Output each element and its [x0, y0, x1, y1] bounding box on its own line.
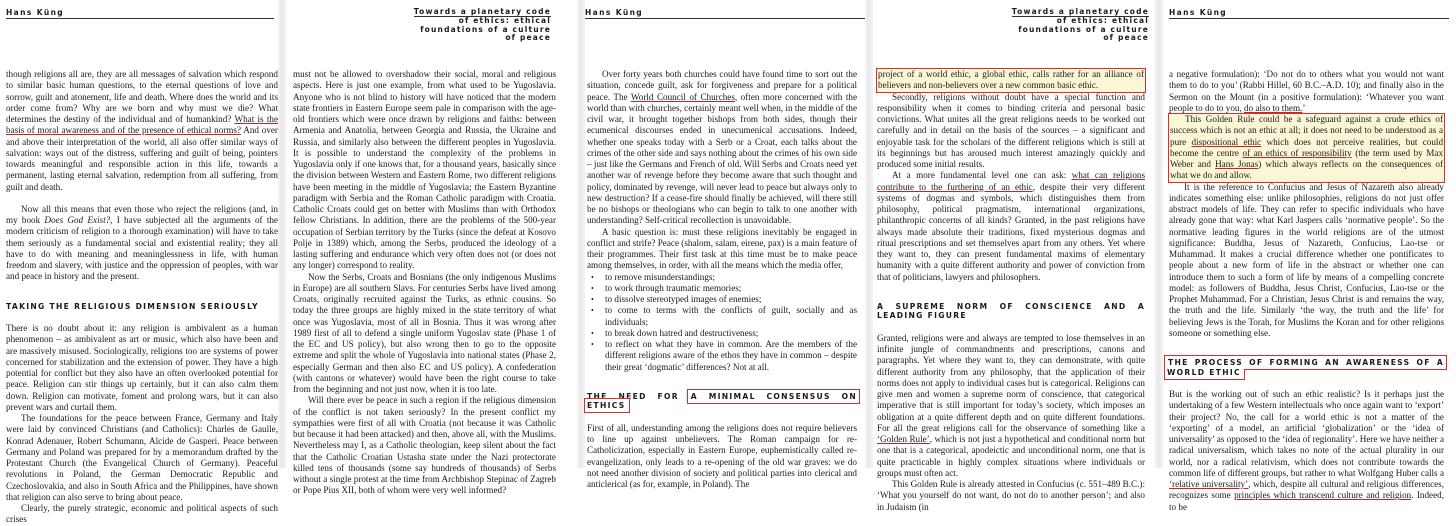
- paragraph: must not be allowed to overshadow their social, moral and religious aspects. Here is just one example, from what used to be Yugoslavia. Anyone who is not blind to history will have noticed that the modern state frontiers in Eastern Europe seem pale in comparison with the age-old frontiers which were once drawn by religions and faiths: between Armenia and Anatolia, between Georgia and Russia, the Ukraine and Russia, and similarly also between the different peoples in Yugoslavia. It is possible to understand the complexity of the problems in Yugoslavia only if one knows that, for a thousand years, basically since the division between Western and Eastern Rome, two different religions have been meeting in the middle of Yugoslavia; the Eastern Byzantine paradigm with Serbia and the Roman Catholic paradigm with Croatia. Catholic Croats could get on better with Muslims than with Orthodox fellow Christians. In addition, there are the problems of the 500-year occupation of Serbian territory by the Turks (since the defeat at Kosovo Polje in 1389) which, among the Serbs, produced the ideology of a lasting suffering and endurance which very often does not (or does not any longer) correspond to reality.: [293, 69, 556, 271]
- page-1: [0, 0, 279, 525]
- page-1-text: [6, 69, 278, 526]
- running-head-author: Hans Küng: [585, 8, 644, 17]
- annotated-underline: what can religions contribute to the furthering of an ethic: [877, 170, 1145, 192]
- header-rule: [585, 18, 865, 19]
- paragraph: This Golden Rule is already attested in Confucius (c. 551–489 B.C.): ‘What you yourself do not want, do not do to another person’; and also in Judaism (in: [877, 479, 1145, 512]
- section-heading: THE NEED FOR A MINIMAL CONSENSUS ON ETHICS: [587, 391, 857, 411]
- list-item: • to work through traumatic memories;: [587, 283, 857, 294]
- page-gutter: [865, 0, 873, 468]
- paragraph: At a more fundamental level one can ask: what can religions contribute to the furthering of an ethic, despite their very different systems of dogmas and symbols, which distinguishes them from philosophy, political pragmatism, international organizations, philanthropic concerns of all kinds? Granted, in the past religions have always made absolute their traditions, fixed mysterious dogmas and ritual prescriptions and set themselves apart from any others. Yet where they want to, they can present fundamental maxims of elementary humanity with a quite different authority and power of conviction from that of politicians, lawyers and philosophers.: [877, 170, 1145, 282]
- running-head-title: Towards a planetary code of ethics: ethical foundations of a culture of peace: [1011, 7, 1149, 43]
- paragraph: Now all this means that even those who reject the religions (and, in my book Does God Exist?, I have subjected all the arguments of the modern criticism of religion to a thorough examination) will have to take them seriously as a fundamental social and existential reality; they all have to do with meaning and meaninglessness in life, with human freedom and slavery, with justice and the oppression of peoples, with war and peace in history and the present.: [6, 203, 278, 282]
- paragraph: There is no doubt about it: any religion is ambivalent as a human phenomenon – as ambivalent as art or music, which also have been and are massively misused. Sociologically, religions too are systems of power concerned for stabilization and the extension of power. They have a high potential for conflict but they also have an often overlooked potential for peace. Religion can stir things up certainly, but it can also calm them down. Religion can motivate, foment and prolong wars, but it can also prevent wars and curtail them.: [6, 323, 278, 412]
- list-item: • to come to terms with the conflicts of guilt, socially and as individuals;: [587, 305, 857, 328]
- page-gutter: [278, 0, 286, 468]
- paragraph: First of all, understanding among the religions does not require believers to line up against unbelievers. The Roman campaign for re-Catholicization, especially in Eastern Europe, euphemistically called re-evangelization, only leads to a re-opening of the old war graves: we do not need another division of society and political parties into clerical and anticlerical (as for, example, in Poland). The: [587, 422, 857, 489]
- paragraph: Now the Serbs, Croats and Bosnians (the only indigenous Muslims in Europe) are all southern Slavs. For centuries Serbs have lived among Croats, originally recruited against the Turks, as ethnic cousins. So today the three groups are highly mixed in the state territory of what once was Yugoslavia, most of all in Bosnia. Thus it was wrong after 1989 first of all to defend a single uniform Yugoslav state (Phase 1 of the EC and US policy), but also wrong then to go to the opposite extreme and split the whole of Yugoslavia into national states (Phase 2, especially German and then also EC and US policy). A confederation (with cantons or whatever) would have been the right course to take from the beginning and not just now, when it is too late.: [293, 271, 556, 394]
- list-item: • to reflect on what they have in common. Are the members of the different religions aware of the ethos they have in common – despite their great ‘dogmatic’ differences? Not at all.: [587, 339, 857, 373]
- paragraph: a negative formulation): ‘Do not do to others what you would not want them to do to you’ (Rabbi Hillel, 60 B.C.–A.D. 10); and finally also in the Sermon on the Mount (in a positive formulation): ‘Whatever you want people to do to you, do also to them.’: [1169, 69, 1444, 113]
- annotated-underline: What is the basis of moral awareness and of the presence of ethical norms?: [6, 114, 279, 136]
- page-3: [585, 0, 865, 489]
- running-head-author: Hans Küng: [1169, 8, 1228, 17]
- annotated-underline: principles which transcend culture and religion: [1234, 490, 1412, 501]
- running-head-author: Hans Küng: [6, 8, 65, 17]
- page-gutter: [1155, 0, 1163, 468]
- page-3-text: [587, 69, 857, 490]
- section-heading: A SUPREME NORM OF CONSCIENCE AND A LEADING FIGURE: [877, 301, 1145, 321]
- annotated-highlight-box: project of a world ethic, a global ethic, calls rather for an alliance of believers and non-believers over a new common basic ethic.: [878, 69, 1144, 91]
- header-rule: [1169, 18, 1449, 19]
- paragraph: Will there ever be peace in such a region if the religious dimension of the conflict is not taken seriously? In the present conflict my sympathies were first of all with Croatia (not because it was Catholic but because it had been attacked) and then, above all, with the Muslims. Nevertheless may I, as a Catholic theologian, keep silent about the fact that the Catholic Croatian Ustasha state under the Nazi protectorate killed tens of thousands (some say hundreds of thousands) of Serbs without a single protest at the time from Archbishop Stepinac of Zagreb or Pope Pius XII, both of whom were very well informed?: [293, 395, 556, 496]
- page-5-text: [1169, 69, 1444, 513]
- page-4: [873, 0, 1155, 512]
- page-2: [286, 0, 577, 496]
- bullet-list: [587, 272, 857, 373]
- paragraph: Granted, religions were and always are tempted to lose themselves in an infinite jungle of commandments and prescriptions, canons and paragraphs. Yet where they want to, they can demonstrate, with quite different authority from any philosophy, that the application of their norms does not apply to individual cases but is categorical. Religions can give men and women a supreme norm of conscience, that categorical imperative that is still important for today’s society, which imposes an obligation at a quite different depth and on quite different foundations. For all the great religions call for the observance of something like a ‘Golden Rule’, which is not just a hypothetical and conditional norm but one that is a categorical, apodeictic and unconditional norm, one that is quite practicable in highly complex situations where individuals or groups must often act.: [877, 332, 1145, 478]
- page-4-text: [877, 69, 1145, 513]
- list-item: • to break down hatred and destructiveness;: [587, 328, 857, 339]
- paragraph: But is the working out of such an ethic realistic? Is it perhaps just the undertaking of a few Western intellectuals who once again want to ‘export’ their project? No, the call for a world ethic is not a matter of the ‘exporting’ of a model, an artificial ‘globalization’ or the ‘idea of universality’ as opposed to the ‘idea of regionality’. Here we have neither a radical universalism, which takes no note of the actual plurality in our world, nor a radical relativism, which does not contribute towards the common life of different groups, but rather to what Wolfgang Huber calls a ‘relative universality’, which, despite all cultural and religious differences, recognizes some principles which transcend culture and religion. Indeed, to be: [1169, 389, 1445, 512]
- annotated-highlight-box: This Golden Rule could be a safeguard against a crude ethics of success which is not an ethic at all; it does not need to be understood as a pure dispositional ethic which does not perceive realities, but could become the centre of an ethics of responsibility (the term used by Max Weber and Hans Jonas) which always reflects on the consequences of what we do and allow.: [1170, 114, 1444, 181]
- annotated-underline: do also to them.: [1244, 102, 1303, 113]
- section-heading: [1167, 358, 1444, 377]
- annotated-box: A MINIMAL CONSENSUS ON ETHICS: [587, 391, 857, 411]
- running-head-title: Towards a planetary code of ethics: ethical foundations of a culture of peace: [413, 7, 551, 43]
- paragraph: A basic question is: must these religions inevitably be engaged in conflict and strife? Peace (shalom, salam, eirene, pax) is a main feature of their programmes. Their first task at this time must be to make peace among themselves, in order, with all the means which the media offer,: [587, 226, 857, 271]
- list-item: • to remove misunderstandings;: [587, 272, 857, 283]
- paragraph: Secondly, religions without doubt have a special function and responsibility when it comes to binding criteria and personal basic convictions. What unites all the great religions needs to be worked out carefully and in detail on the basis of the sources – a significant and enjoyable task for the scholars of the different religions which is still at its beginnings but has aroused much interest amazingly quickly and produced some initial results.: [877, 91, 1145, 169]
- section-heading: TAKING THE RELIGIOUS DIMENSION SERIOUSLY: [6, 301, 259, 311]
- annotated-underline: ‘Golden Rule’: [877, 434, 930, 444]
- paragraph: It is the reference to Confucius and Jesus of Nazareth also already indicates something else: unlike philosophies, religions do not just offer abstract models of life. They can refer to specific individuals who have already gone that way: what Karl Jaspers calls ‘normative people’. So the normative leading figures in the world religions are of the utmost significance: Buddha, Jesus of Nazareth, Confucius, Lao-tse or Muhammad. It makes a crucial difference whether one pontificates to people about a new form of life in the abstract or whether one can introduce them to such a form of life by means of a compelling concrete model: as followers of Buddha, Jesus Christ, Confucius, Lao-tse or the Prophet Muhammad. For a Christian, Jesus Christ is and remains the way, the truth and the life. Similarly ‘the way, the truth and the life’ for believing Jews is the Torah, for Muslims the Koran and for other religions someone or something else.: [1169, 181, 1444, 338]
- list-item: • to dissolve stereotyped images of enemies;: [587, 294, 857, 305]
- header-rule: [6, 18, 274, 19]
- annotated-box: THE PROCESS OF FORMING AN AWARENESS OF A WORLD ETHIC: [1167, 358, 1444, 377]
- annotated-underline: World Council of Churches: [630, 91, 735, 102]
- annotated-underline: ‘relative universality’: [1169, 479, 1249, 489]
- paragraph: though religions all are, they are all messages of salvation which respond to similar basic human questions, to the eternal questions of love and sorrow, guilt and atonement, life and death. Where does the world and its order come from? Why are we born and why must we die? What determines the destiny of the individual and of humankind? What is the basis of moral awareness and of the presence of ethical norms? And over and above their interpretation of the world, all also offer similar ways of salvation: ways out of the distress, suffering and guilt of being, pointers towards meaningful and responsible action in this life, towards a permanent, lasting eternal salvation, redemption from all suffering, from guilt and death.: [6, 69, 279, 192]
- paragraph: Over forty years both churches could have found time to sort out the situation, concede guilt, ask for forgiveness and prepare for a political peace. The World Council of Churches, often more concerned with the world than with churches, certainly meant well when, in the middle of the civil war, it brought together bishops from both sides, though their ecumenical discourses ended in unecumenical accusations. Indeed, whether one speaks today with a Serb or a Croat, each talks about the crimes of the other side and says nothing about the crimes of his own side – just like the Germans and French of old. Will Serbs and Croats need yet another war of revenge before they become aware that such thought and policy, dominated by revenge, will never lead to peace but always only to new destruction? If a cease-fire should finally be achieved, will there still be no bishops or theologians who can begin to talk to one another with understanding? Self-critical recollection is unavoidable.: [587, 69, 857, 226]
- paragraph: The foundations for the peace between France, Germany and Italy were laid by convinced Christians (and Catholics): Charles de Gaulle, Konrad Adenauer, Robert Schumann, Alcide de Gasperi. Peace between Germany and Poland was prepared for by a memorandum drafted by the Protestant Church (the Evangelical Church of Germany). Peaceful revolutions in Poland, the German Democratic Republic and Czechoslovakia, and also in South Africa and the Philippines, have shown that religion can also serve to bring about peace.: [6, 413, 278, 502]
- page-gutter: [577, 0, 585, 468]
- page-5: [1163, 0, 1456, 512]
- paragraph: Clearly, the purely strategic, economic and political aspects of such crises: [6, 503, 278, 525]
- page-2-text: [293, 69, 556, 497]
